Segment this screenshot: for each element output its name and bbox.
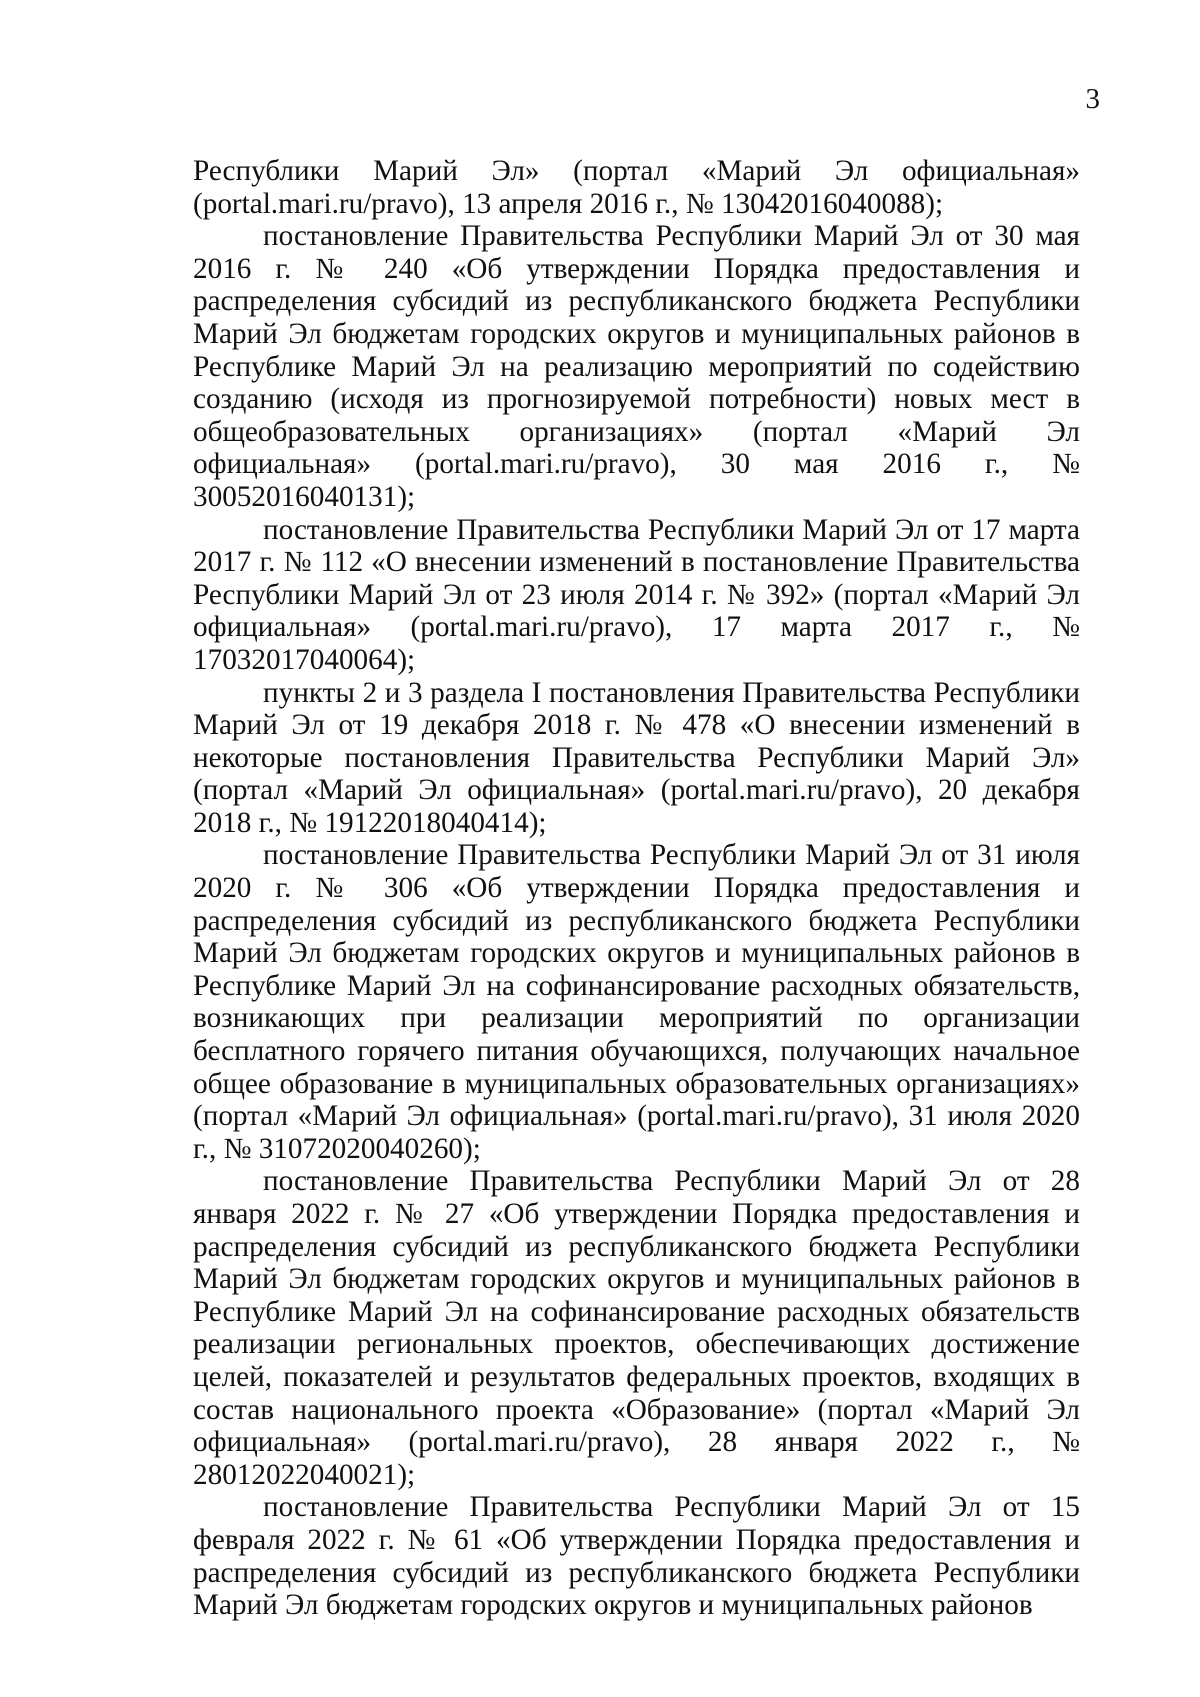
- paragraph-decree-19-december-2018: пункты 2 и 3 раздела I постановления Правительства Республики Марий Эл от 19 декабря 2018 г. № 478 «О внесении изменений в некоторые постановления Правительства Республики Марий Эл» (портал «Марий Эл официальная» (portal.mari.ru/pravo), 20 декабря 2018 г., № 19122018040414);: [193, 676, 1080, 839]
- paragraph-decree-15-february-2022: постановление Правительства Республики Марий Эл от 15 февраля 2022 г. № 61 «Об утверждении Порядка предоставления и распределения субсидий из республиканского бюджета Республики Марий Эл бюджетам городских округов и муниципальных районов: [193, 1491, 1080, 1622]
- paragraph-decree-31-july-2020: постановление Правительства Республики Марий Эл от 31 июля 2020 г. № 306 «Об утверждении Порядка предоставления и распределения субсидий из республиканского бюджета Республики Марий Эл бюджетам городских округов и муниципальных районов в Республике Марий Эл на софинансирование расходных обязательств, возникающих при реализации мероприятий по организации бесплатного горячего питания обучающихся, получающих начальное общее образование в муниципальных образовательных организациях» (портал «Марий Эл официальная» (portal.mari.ru/pravo), 31 июля 2020 г., № 31072020040260);: [193, 839, 1080, 1165]
- page-number: 3: [1085, 83, 1100, 115]
- paragraph-continuation: Республики Марий Эл» (портал «Марий Эл официальная» (portal.mari.ru/pravo), 13 апреля 2016 г., № 13042016040088);: [193, 155, 1080, 220]
- paragraph-decree-17-march-2017: постановление Правительства Республики Марий Эл от 17 марта 2017 г. № 112 «О внесении изменений в постановление Правительства Республики Марий Эл от 23 июля 2014 г. № 392» (портал «Марий Эл официальная» (portal.mari.ru/pravo), 17 марта 2017 г., № 17032017040064);: [193, 513, 1080, 676]
- document-body: [193, 155, 1080, 1622]
- paragraph-decree-30-may-2016: постановление Правительства Республики Марий Эл от 30 мая 2016 г. № 240 «Об утверждении Порядка предоставления и распределения субсидий из республиканского бюджета Республики Марий Эл бюджетам городских округов и муниципальных районов в Республике Марий Эл на реализацию мероприятий по содействию созданию (исходя из прогнозируемой потребности) новых мест в общеобразовательных организациях» (портал «Марий Эл официальная» (portal.mari.ru/pravo), 30 мая 2016 г., № 30052016040131);: [193, 220, 1080, 513]
- paragraph-decree-28-january-2022: постановление Правительства Республики Марий Эл от 28 января 2022 г. № 27 «Об утверждении Порядка предоставления и распределения субсидий из республиканского бюджета Республики Марий Эл бюджетам городских округов и муниципальных районов в Республике Марий Эл на софинансирование расходных обязательств реализации региональных проектов, обеспечивающих достижение целей, показателей и результатов федеральных проектов, входящих в состав национального проекта «Образование» (портал «Марий Эл официальная» (portal.mari.ru/pravo), 28 января 2022 г., № 28012022040021);: [193, 1165, 1080, 1491]
